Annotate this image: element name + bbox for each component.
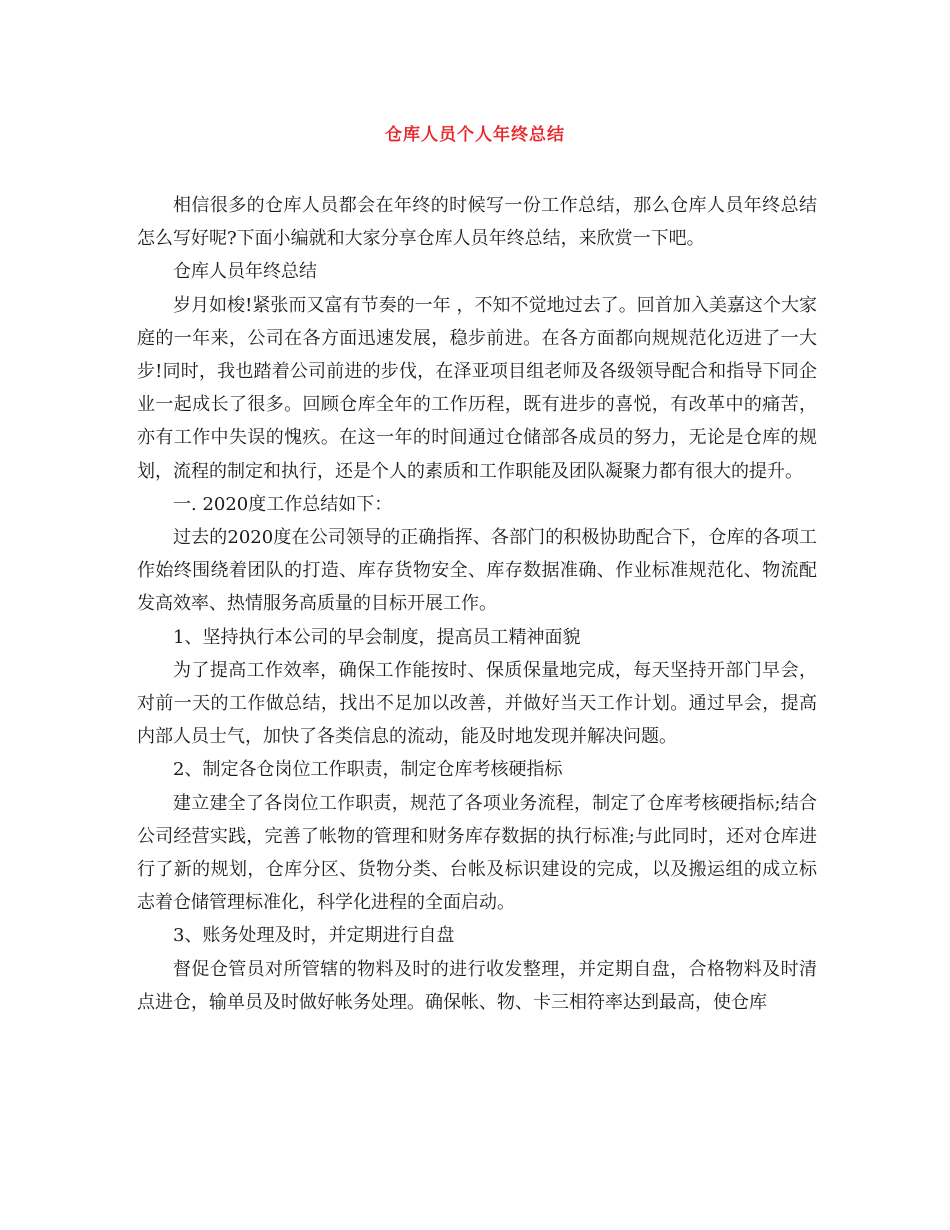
paragraph-1: 为了提高工作效率，确保工作能按时、保质保量地完成，每天坚持开部门早会，对前一天的工作做总结，找出不足加以改善，并做好当天工作计划。通过早会，提高内部人员士气，加快了各类信息的流动，能及时地发现并解决问题。: [137, 659, 817, 748]
paragraph-3: 督促仓管员对所管辖的物料及时的进行收发整理，并定期自盘，合格物料及时清点进仓，输单员及时做好帐务处理。确保帐、物、卡三相符率达到最高，使仓库: [137, 958, 817, 1013]
paragraph-intro: 相信很多的仓库人员都会在年终的时候写一份工作总结，那么仓库人员年终总结怎么写好呢?下面小编就和大家分享仓库人员年终总结，来欣赏一下吧。: [137, 195, 817, 250]
section-heading-summary: 一. 2020度工作总结如下：: [173, 493, 393, 515]
paragraph-summary: 过去的2020度在公司领导的正确指挥、各部门的积极协助配合下，仓库的各项工作始终围绕着团队的打造、库存货物安全、库存数据准确、作业标准规范化、物流配发高效率、热情服务高质量的目标开展工作。: [137, 527, 817, 615]
paragraph-review: 岁月如梭!紧张而又富有节奏的一年 ，不知不觉地过去了。回首加入美嘉这个大家庭的一年来，公司在各方面迅速发展，稳步前进。在各方面都向规规范化迈进了一大步!同时，我也踏着公司前进的步伐，在泽亚项目组老师及各级领导配合和指导下同企业一起成长了很多。回顾仓库全年的工作历程，既有进步的喜悦，有改革中的痛苦，亦有工作中失误的愧疚。在这一年的时间通过仓储部各成员的努力，无论是仓库的规划，流程的制定和执行，还是个人的素质和工作职能及团队凝聚力都有很大的提升。: [137, 294, 817, 482]
document-body: [137, 189, 817, 1019]
paragraph-2: 建立建全了各岗位工作职责，规范了各项业务流程，制定了仓库考核硬指标;结合公司经营实践，完善了帐物的管理和财务库存数据的执行标准;与此同时，还对仓库进行了新的规划，仓库分区、货物分类、台帐及标识建设的完成，以及搬运组的成立标志着仓储管理标准化，科学化进程的全面启动。: [137, 792, 817, 914]
section-heading-1: 1、坚持执行本公司的早会制度，提高员工精神面貌: [173, 626, 581, 648]
paragraph-subtitle: 仓库人员年终总结: [173, 261, 317, 283]
document-title: 仓库人员个人年终总结: [385, 125, 565, 145]
section-heading-3: 3、账务处理及时，并定期进行自盘: [173, 925, 455, 947]
section-heading-2: 2、制定各仓岗位工作职责，制定仓库考核硬指标: [173, 759, 563, 781]
